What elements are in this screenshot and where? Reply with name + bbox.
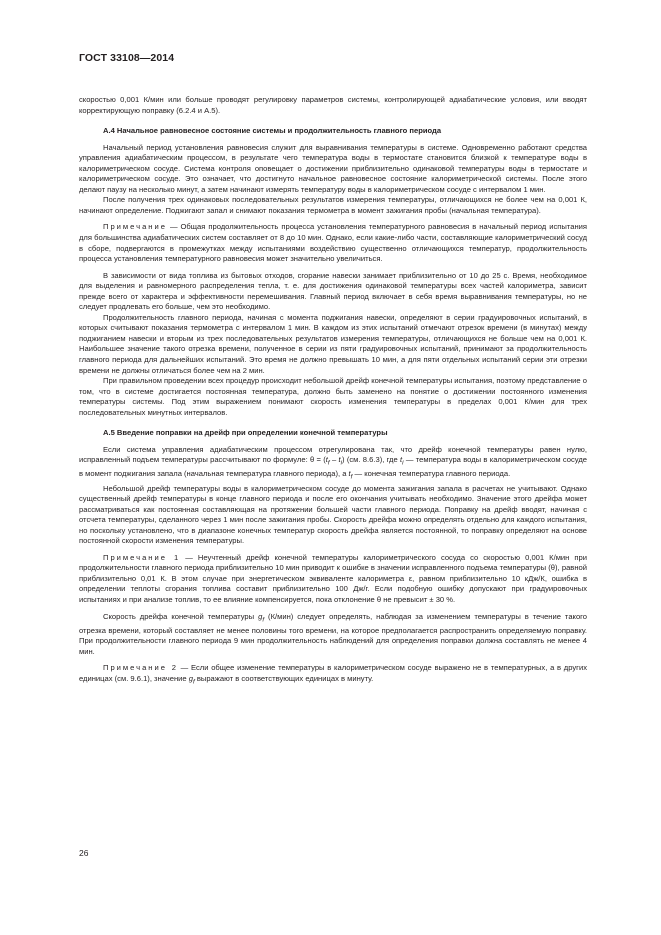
paragraph: Небольшой дрейф температуры воды в калориметрическом сосуде до момента зажигания запала в расчетах не учитывают. Однако существенный дрейф температуры в конце главного периода и после его окончания учитывать необходимо. Значение этого дрейфа может рассматриваться как постоянная составляющая на протяжении большей части главного периода. Поправку на дрейф вводят, начиная с отсчета температуры, сделанного через 1 мин после зажигания пробы. Скорость дрейфа можно определять отдельно для каждого испытания, но поскольку установлено, что в диапазоне конечных температур скорость дрейфа является постоянной, то поправку определяют на основе постоянной скорости изменения температуры. [79,483,587,546]
paragraph: Начальный период установления равновесия служит для выравнивания температуры в системе. Одновременно работают средства управления адиабатическим процессом, в результате чего температура воды в термостате становится близкой к температуре воды в калориметрическом сосуде. Система контроля оповещает о достижении приблизительно одинаковой температуры воды в термостате и калориметрическом сосуде. Это означает, что достигнуто начальное равновесное состояние калориметрической системы. После этого делают паузу на несколько минут, а затем начинают измерять температуру воды в калориметрическом сосуде с интервалом 1 мин. [79,142,587,194]
paragraph: При правильном проведении всех процедур происходит небольшой дрейф конечной температуры испытания, поэтому представление о том, что в системе достигается постоянная температура, должно быть заменено на понятие о достижении постоянного изменения температуры системы. Под этим выражением понимают скорость изменения температуры в пределах 0,001 К/мин для трех последовательных минутных интервалов. [79,376,587,417]
paragraph-formula: Если система управления адиабатическим процессом отрегулирована так, что дрейф конечной температуры равен нулю, исправленный подъем температуры рассчитывают по формуле: $\theta = (t_f - t_i)$ (см. 8.6.3), где $t_i$ — температура воды в калориметрическом сосуде в момент поджигания запала (начальная температура главного периода), а $t_f$ — конечная температура главного периода. [79,444,587,481]
paragraph: Продолжительность главного периода, начиная с момента поджигания навески, определяют в серии градуировочных испытаний, в которых считывают показания термометра с интервалом 1 мин. В каждом из этих испытаний отмечают отрезок времени (в минутах) между поджиганием навески и вторым из трех последовательных результатов измерения температуры, отличающихся не больше чем на 0,001 К. Наибольшее значение такого отрезка времени, полученное в серии из пяти градуировочных испытаний, принимают за продолжительность главного периода для дальнейших испытаний. Это время не должно превышать 10 мин, а для пяти отдельных испытаний серии эти отрезки времени не должны отличаться более чем на 2 мин. [79,312,587,375]
note-label: Примечание 2 [103,663,178,673]
note [79,222,587,264]
note [79,553,587,606]
note-label: Примечание [103,222,167,232]
paragraph: После получения трех одинаковых последовательных результатов измерения температуры, отличающихся не более чем на 0,001 К, начинают определение. Поджигают запал и снимают показания термометра в момент зажигания пробы (начальная температура). [79,195,587,215]
paragraph: Скорость дрейфа конечной температуры $g_f$ (К/мин) следует определять, наблюдая за изменением температуры в течение такого отрезка времени, который составляет не менее половины того времени, на которое предполагается распространить определяемую поправку. При продолжительности главного периода 9 мин продолжительность наблюдений для определения поправки должна составлять не менее 4 мин. [79,611,587,656]
section-a4-title: А.4 Начальное равновесное состояние системы и продолжительность главного периода [103,126,442,136]
paragraph-continued: скоростью 0,001 К/мин или больше проводят регулировку параметров системы, контролирующей адиабатические условия, или вводят корректирующую поправку (6.2.4 и А.5). [79,95,587,115]
note-label: Примечание 1 [103,552,181,562]
document-header: ГОСТ 33108—2014 [79,52,175,64]
paragraph: В зависимости от вида топлива из бытовых отходов, сгорание навески занимает приблизительно от 10 до 25 с. Время, необходимое для выделения и равномерного распределения тепла, т. е. для достижения одинаковой температуры всех частей калориметра, зависит прежде всего от характера и эффективности перемешивания. Главный период включает в себя время выравнивания температуры, но не следует продлевать его больше, чем это необходимо. [79,270,587,312]
note-text: — Неучтенный дрейф конечной температуры калориметрического сосуда со скоростью 0,001 К/мин при продолжительности главного периода приблизительно 10 мин приводит к ошибке в значении исправленного подъема температуры (θ), равной приблизительно 0,01 К. В этом случае при энергетическом эквиваленте калориметра ε, равном приблизительно 10 кДж/К, ошибка в определении теплоты сгорания топлива составит приблизительно 100 Дж/г. Если подобную ошибку допускают при градуировочных испытаниях и при анализе топлив, то ее влияние компенсируется, пока отклонение θ не превысит ± 30 %. [79,552,587,604]
section-a5-title: А.5 Введение поправки на дрейф при определении конечной температуры [103,428,388,438]
note: Примечание 2 — Если общее изменение температуры в калориметрическом сосуде выражено не в температурных, а в других единицах (см. 9.6.1), значение $g_f$ выражают в соответствующих единицах в минуту. [79,663,587,686]
note-text: — Общая продолжительность процесса установления температурного равновесия в начальный период испытания для большинства адиабатических систем составляет от 8 до 10 мин. Однако, если какие-либо части, составляющие калориметрический сосуд в сборе, подвергаются в промежутках между испытаниями воздействию существенно отличающихся температур, продолжительность процесса установления температурного равновесия может значительно увеличиться. [79,222,587,264]
page-number: 26 [79,848,89,858]
page-content [79,95,587,688]
